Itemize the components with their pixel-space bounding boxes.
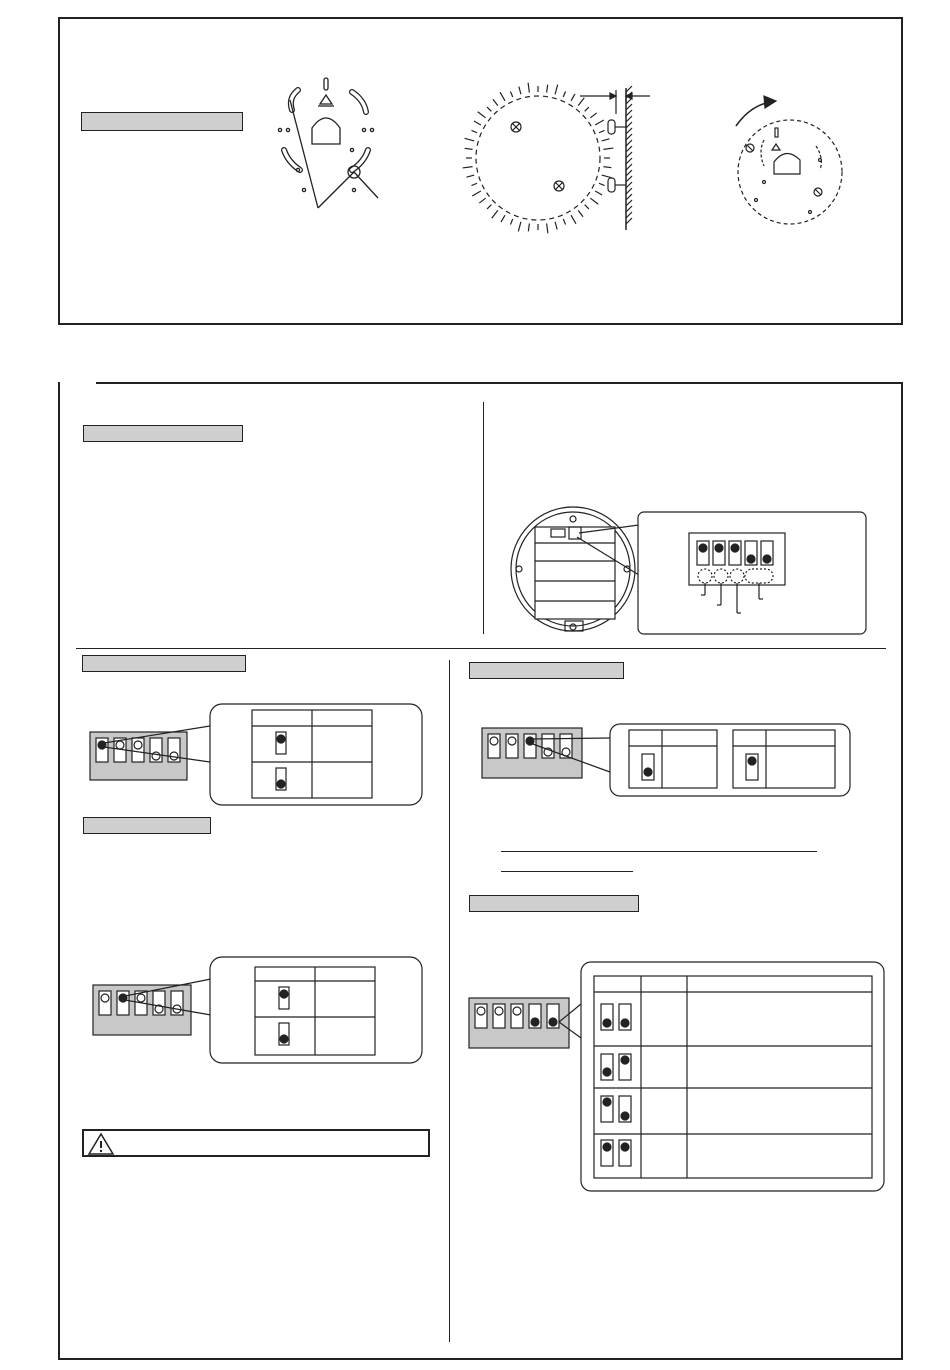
hatch-line [626, 152, 632, 158]
hatch-line [626, 200, 632, 206]
ceiling-tick [599, 183, 605, 185]
ceiling-tick [603, 167, 611, 168]
hatch-line [626, 206, 632, 212]
ceiling-tick [555, 222, 557, 230]
right-section-1-label-bar [469, 662, 624, 679]
warning-bar [82, 1129, 430, 1157]
ceiling-tick [585, 205, 589, 209]
ceiling-tick [571, 215, 576, 224]
hatch-line [626, 140, 632, 146]
ceiling-tick [547, 85, 548, 93]
ceiling-tick [474, 121, 481, 125]
ceiling-tick [493, 99, 498, 105]
ceiling-tick [478, 112, 486, 118]
warning-icon [88, 1133, 114, 1155]
left-section-2-label-bar [83, 817, 211, 834]
ceiling-tick [518, 222, 521, 232]
ceiling-tick [578, 98, 584, 106]
top-section-label-bar [81, 112, 243, 131]
hatch-line [626, 218, 632, 224]
hatch-line [626, 122, 632, 128]
ceiling-tick [603, 148, 613, 149]
ceiling-texture-ticks [463, 83, 614, 234]
dip-switch-figure-3 [482, 722, 854, 802]
ceiling-tick [585, 107, 589, 111]
hatch-line [626, 182, 632, 188]
hatch-line [626, 176, 632, 182]
dip-switch-figure-2 [93, 955, 428, 1065]
hatch-line [626, 188, 632, 194]
hatch-line [626, 128, 632, 134]
underline-1 [501, 851, 817, 852]
section-separator [76, 648, 886, 649]
ceiling-tick [487, 205, 491, 209]
ceiling-tick [528, 223, 529, 231]
ceiling-mount-figure [460, 80, 660, 240]
ceiling-tick [471, 130, 477, 132]
dip-switch-figure-1 [90, 702, 425, 807]
ceiling-tick [472, 191, 481, 196]
ceiling-tick [555, 85, 558, 95]
config-panel-top-tick [58, 382, 60, 388]
ceiling-tick [595, 120, 604, 125]
ceiling-tick [602, 175, 612, 178]
ceiling-tick [563, 219, 565, 225]
config-section-label-bar [83, 425, 243, 442]
ceiling-tick [501, 215, 505, 222]
hatch-line [626, 164, 632, 170]
ceiling-tick [571, 94, 575, 101]
hatch-line [626, 86, 632, 92]
ceiling-tick [519, 87, 521, 95]
dip-switch-figure-4 [469, 960, 887, 1195]
hatch-line [626, 116, 632, 122]
ceiling-tick [595, 191, 602, 195]
right-section-2-label-bar [469, 895, 639, 912]
ceiling-tick [471, 183, 477, 185]
hatch-line [626, 194, 632, 200]
camera-board-figure [505, 505, 870, 640]
ceiling-tick [602, 139, 610, 141]
ceiling-tick [578, 210, 583, 216]
ceiling-tick [528, 83, 529, 93]
ceiling-tick [590, 113, 596, 118]
ceiling-tick [467, 175, 475, 177]
ceiling-tick [463, 167, 473, 168]
lower-column-divider [449, 660, 450, 1342]
hatch-line [626, 212, 632, 218]
ceiling-tick [465, 138, 475, 141]
mounting-plate-figure [270, 70, 390, 220]
wall-hatch [626, 86, 632, 224]
ceiling-tick [547, 223, 548, 233]
ceiling-tick [479, 198, 485, 203]
ceiling-tick [465, 148, 473, 149]
ceiling-tick [492, 210, 498, 218]
ceiling-tick [590, 198, 598, 204]
hatch-line [626, 170, 632, 176]
upper-column-divider [483, 402, 484, 634]
hatch-line [626, 146, 632, 152]
hatch-line [626, 158, 632, 164]
ceiling-tick [510, 219, 512, 225]
ceiling-tick [563, 91, 565, 97]
ceiling-tick [487, 107, 491, 111]
config-panel-top-rule [96, 382, 903, 384]
underline-2 [501, 871, 633, 872]
hatch-line [626, 134, 632, 140]
ceiling-tick [599, 130, 605, 132]
left-section-1-label-bar [82, 655, 246, 672]
ceiling-tick [500, 92, 505, 101]
hatch-line [626, 110, 632, 116]
ceiling-tick [510, 91, 512, 97]
rotate-plate-figure [720, 90, 860, 235]
hatch-line [626, 104, 632, 110]
